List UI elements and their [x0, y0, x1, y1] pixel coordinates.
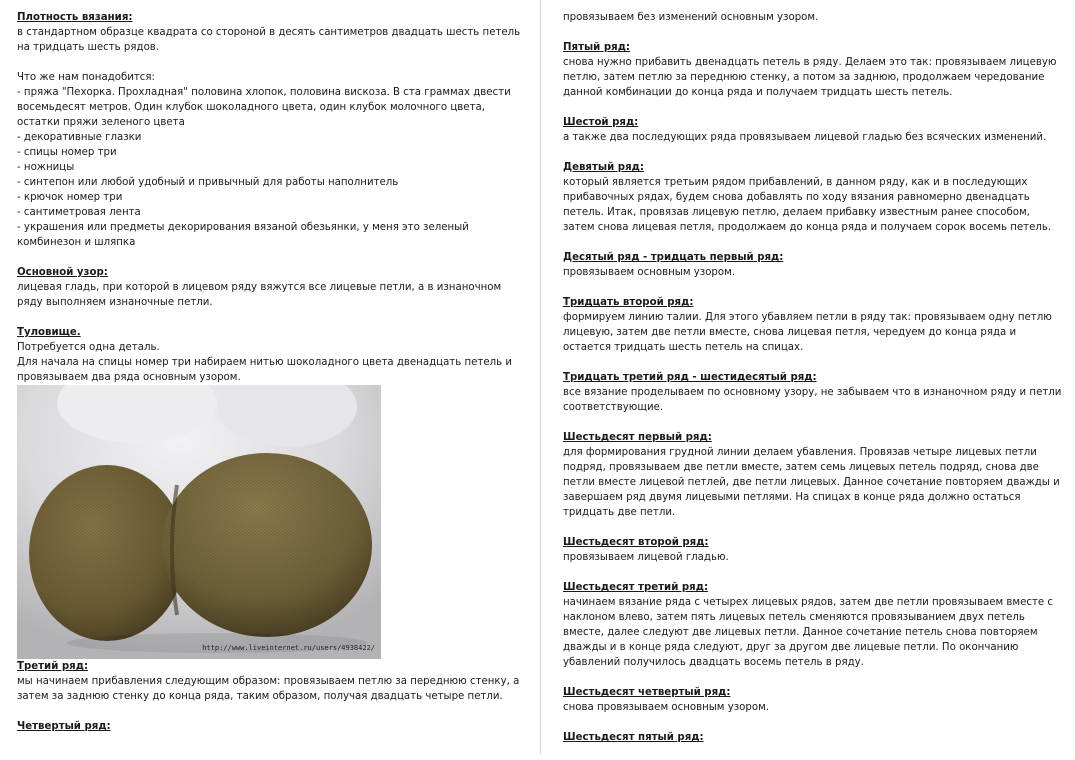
row-heading: Тридцать второй ряд: — [563, 297, 694, 308]
list-item: - украшения или предметы декорирования вязаной обезьянки, у меня это зеленый комбинезон и шляпка — [17, 222, 469, 248]
row-section — [563, 730, 1063, 745]
row-text: формируем линию талии. Для этого убавляем петли в ряду так: провязываем одну петлю лицевую, затем две петли вместе, снова лицевая петля, чередуем до конца ряда и остается тридцать шесть петель на спицах. — [563, 312, 1052, 353]
row-section — [563, 370, 1063, 415]
row-section — [563, 685, 1063, 715]
list-item: - синтепон или любой удобный и привычный для работы наполнитель — [17, 177, 399, 188]
pattern-heading: Основной узор: — [17, 267, 108, 278]
density-section — [17, 10, 522, 55]
list-item: - крючок номер три — [17, 192, 123, 203]
row-text: провязываем лицевой гладью. — [563, 552, 729, 563]
row-section — [563, 430, 1063, 520]
photo-caption: http://www.liveinternet.ru/users/4938422/ — [202, 644, 375, 652]
row-heading: Тридцать третий ряд - шестидесятый ряд: — [563, 372, 817, 383]
row-text: снова нужно прибавить двенадцать петель в ряду. Делаем это так: провязываем лицевую петлю, затем петлю за переднюю стенку, а потом за заднюю, продолжаем чередование данной комбинации до конца ряда и получаем тридцать шесть петель. — [563, 57, 1057, 98]
row3-text: мы начинаем прибавления следующим образом: провязываем петлю за переднюю стенку, а затем за заднюю стенку до конца ряда, таким образом, получая двадцать четыре петли. — [17, 676, 520, 702]
row-heading: Шестьдесят четвертый ряд: — [563, 687, 731, 698]
row-section — [563, 250, 1063, 280]
row-heading: Пятый ряд: — [563, 42, 631, 53]
knit-texture — [162, 453, 372, 637]
row-section — [563, 40, 1063, 100]
row-section — [563, 295, 1063, 355]
intro-text: провязываем без изменений основным узором. — [563, 12, 819, 23]
knit-texture — [29, 465, 185, 641]
row-text: который является третьим рядом прибавлений, в данном ряду, как и в последующих прибавочных рядах, будем снова добавлять по ходу вязания равномерно двенадцать петель. Итак, провязав лицевую петлю, делаем прибавку известным ранее способом, затем снова лицевая петля, продолжаем до конца ряда и получаем сорок восемь петель. — [563, 177, 1052, 233]
row-heading: Шестьдесят второй ряд: — [563, 537, 709, 548]
left-column — [17, 10, 522, 749]
materials-list — [17, 85, 522, 250]
list-item: - пряжа "Пехорка. Прохладная" половина хлопок, половина вискоза. В ста граммах двести восемьдесят метров. Один клубок шоколадного цвета, один клубок молочного цвета, остатки пряжи зеленого цвета — [17, 87, 511, 128]
body-line-2: Для начала на спицы номер три набираем нитью шоколадного цвета двенадцать петель и провязываем два ряда основным узором. — [17, 357, 512, 383]
row-text: снова провязываем основным узором. — [563, 702, 770, 713]
column-divider — [540, 0, 541, 754]
row-text: а также два последующих ряда провязываем лицевой гладью без всяческих изменений. — [563, 132, 1047, 143]
row3-section — [17, 659, 522, 704]
row-section — [563, 160, 1063, 235]
row4-heading: Четвертый ряд: — [17, 721, 111, 732]
row4-section — [17, 719, 522, 734]
row-heading: Девятый ряд: — [563, 162, 644, 173]
density-text: в стандартном образце квадрата со стороной в десять сантиметров двадцать шесть петель на тридцать шесть рядов. — [17, 27, 521, 53]
list-item: - ножницы — [17, 162, 75, 173]
materials-section — [17, 70, 522, 250]
list-item: - сантиметровая лента — [17, 207, 141, 218]
list-item: - декоративные глазки — [17, 132, 142, 143]
row-text: для формирования грудной линии делаем убавления. Провязав четыре лицевых петли подряд, провязываем две петли вместе, затем семь лицевых петель подряд, снова две петли вместе лицевой петлей, две петли лицевых. Данное сочетание повторяем дважды и завершаем ряд двумя лицевыми петлями. На спицах в конце ряда должно остаться тридцать две петли. — [563, 447, 1060, 518]
row-section — [563, 115, 1063, 145]
density-heading: Плотность вязания: — [17, 12, 133, 23]
body-heading: Туловище. — [17, 327, 81, 338]
pattern-section — [17, 265, 522, 310]
body-section — [17, 325, 522, 385]
row-text: начинаем вязание ряда с четырех лицевых рядов, затем две петли провязываем вместе с наклоном влево, затем пять лицевых петель сменяются провязыванием двух петель вместе, далее следуют две лицевых петли. Данное сочетание петель снова повторяем дважды и в конце ряда следуют, друг за другом две лицевые петли. По окончанию убавлений получилось двадцать восемь петель в ряду. — [563, 597, 1054, 668]
row-section — [563, 580, 1063, 670]
row-heading: Шестьдесят третий ряд: — [563, 582, 709, 593]
row3-heading: Третий ряд: — [17, 661, 89, 672]
row-text: все вязание проделываем по основному узору, не забываем что в изнаночном ряду и петли соответствующие. — [563, 387, 1062, 413]
row-section — [563, 535, 1063, 565]
row-heading: Шестьдесят пятый ряд: — [563, 732, 704, 743]
row-heading: Шестьдесят первый ряд: — [563, 432, 712, 443]
row-heading: Шестой ряд: — [563, 117, 639, 128]
right-intro — [563, 10, 1063, 25]
body-line-1: Потребуется одна деталь. — [17, 342, 160, 353]
pattern-text: лицевая гладь, при которой в лицевом ряду вяжутся все лицевые петли, а в изнаночном ряду выполняем изнаночные петли. — [17, 282, 502, 308]
right-column — [563, 10, 1063, 760]
knitted-body-illustration — [17, 385, 381, 659]
materials-heading: Что же нам понадобится: — [17, 72, 155, 83]
row-heading: Десятый ряд - тридцать первый ряд: — [563, 252, 784, 263]
list-item: - спицы номер три — [17, 147, 117, 158]
knitted-body-photo — [17, 385, 381, 659]
row-text: провязываем основным узором. — [563, 267, 736, 278]
